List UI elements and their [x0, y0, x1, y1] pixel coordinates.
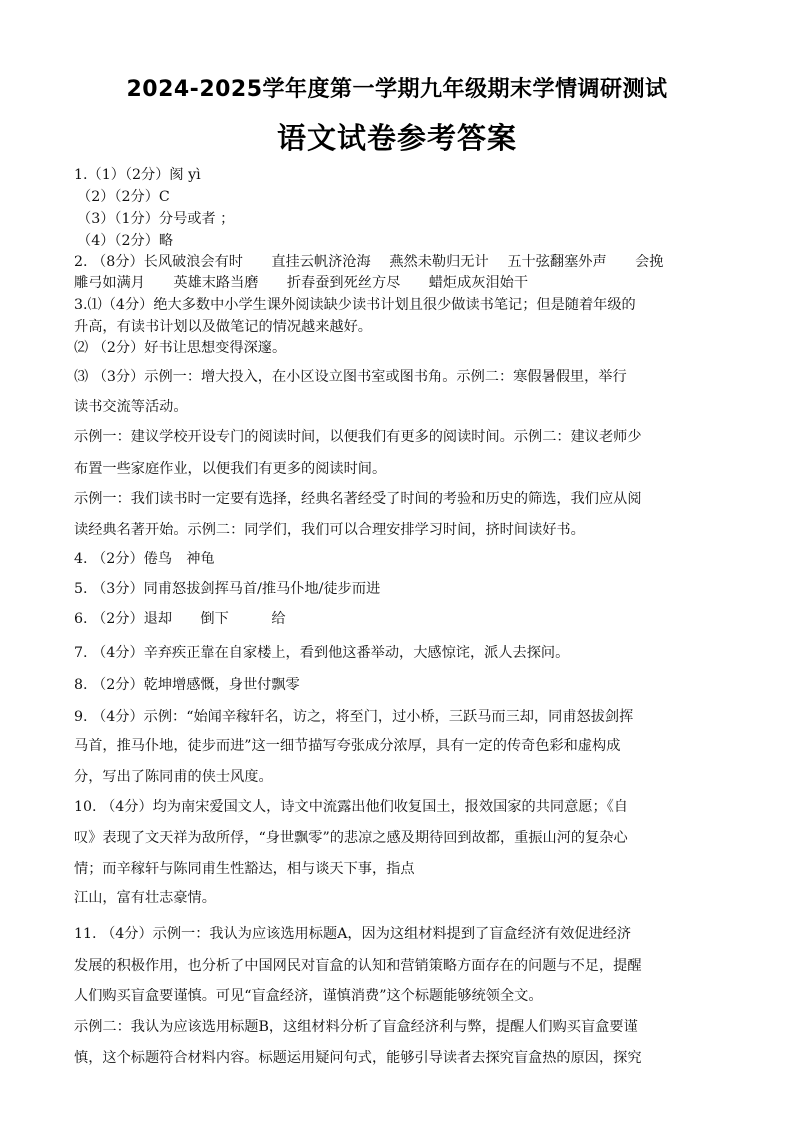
answer-line: 雕弓如满月 英雄末路当磨 折春蚕到死丝方尽 蜡炬成灰泪始干	[74, 275, 529, 291]
answer-line: 叹》表现了文天祥为敌所俘，“身世飘零”的悲凉之感及期待回到故都，重振山河的复杂心	[74, 830, 628, 846]
answer-line: 慎，这个标题符合材料内容。标题运用疑问句式，能够引导读者去探究盲盒热的原因，探究	[74, 1050, 642, 1066]
answer-line: 马首，推马仆地，徒步而进”这一细节描写夸张成分浓厚，具有一定的传奇色彩和虚构成	[74, 738, 621, 754]
answer-line: 读经典名著开始。示例二：同学们，我们可以合理安排学习时间，挤时间读好书。	[74, 522, 585, 538]
answer-line: （4）（2分）略	[77, 233, 174, 249]
answer-line: 10. （4分）均为南宋爱国文人，诗文中流露出他们收复国土，报效国家的共同意愿；《自	[74, 799, 628, 815]
answer-line: （3）（1分）分号或者 ；	[77, 211, 235, 227]
answer-line: ⑶ （3分）示例一：增大投入，在小区设立图书室或图书角。示例二：寒假暑假里，举行	[74, 369, 627, 385]
answer-line: 11. （4分）示例一：我认为应该选用标题A，因为这组材料提到了盲盒经济有效促进经济	[74, 926, 632, 942]
answer-line: 情；而辛稼轩与陈同甫生性豁达，相与谈天下事，指点	[74, 861, 415, 877]
answer-line: （2）（2分）C	[77, 189, 170, 205]
answer-line: 发展的积极作用，也分析了中国网民对盲盒的认知和营销策略方面存在的问题与不足，提醒	[74, 958, 642, 974]
answer-line: 示例一：我们读书时一定要有选择，经典名著经受了时间的考验和历史的筛选，我们应从阅	[74, 491, 642, 507]
answer-line: 2. （8分）长风破浪会有时 直挂云帆济沧海 燕然未勒归无计 五十弦翻塞外声 会挽	[74, 254, 664, 270]
answer-line: 3.⑴（4分）绝大多数中小学生课外阅读缺少读书计划且很少做读书笔记；但是随着年级的	[74, 297, 636, 313]
answer-line: 示例二：我认为应该选用标题B，这组材料分析了盲盒经济利与弊，提醒人们购买盲盒要谨	[74, 1019, 638, 1035]
answer-key-title: 语文试卷参考答案	[276, 121, 517, 155]
answer-line: 4. （2分）倦鸟 神龟	[74, 551, 215, 567]
answer-line: ⑵ （2分）好书让思想变得深邃。	[74, 340, 287, 356]
answer-line: 9. （4分）示例：“始闻辛稼轩名，访之，将至门，过小桥，三跃马而三却，同甫怒拔剑挥	[74, 709, 634, 725]
answer-line: 8. （2分）乾坤增感慨，身世付飘零	[74, 677, 300, 693]
answer-line: 读书交流等活动。	[74, 399, 188, 415]
answer-line: 6. （2分）退却 倒下 给	[74, 611, 286, 627]
exam-title: 2024-2025学年度第一学期九年级期末学情调研测试	[126, 77, 668, 102]
answer-line: 布置一些家庭作业，以便我们有更多的阅读时间。	[74, 461, 387, 477]
answer-line: 分，写出了陈同甫的侠士风度。	[74, 769, 273, 785]
answer-line: 升高，有读书计划以及做笔记的情况越来越好。	[74, 319, 372, 335]
answer-line: 1.（1）（2分）阂 yì	[74, 167, 201, 183]
answer-line: 5. （3分）同甫怒拔剑挥马首/推马仆地/徒步而进	[74, 581, 381, 597]
answer-line: 人们购买盲盒要谨慎。可见“盲盒经济，谨慎消费”这个标题能够统领全文。	[74, 988, 543, 1004]
answer-line: 示例一：建议学校开设专门的阅读时间，以便我们有更多的阅读时间。示例二：建议老师少	[74, 429, 642, 445]
answer-line: 7. （4分）辛弃疾正靠在自家楼上，看到他这番举动，大感惊诧，派人去探问。	[74, 645, 570, 661]
answer-line: 江山，富有壮志豪情。	[74, 890, 216, 906]
